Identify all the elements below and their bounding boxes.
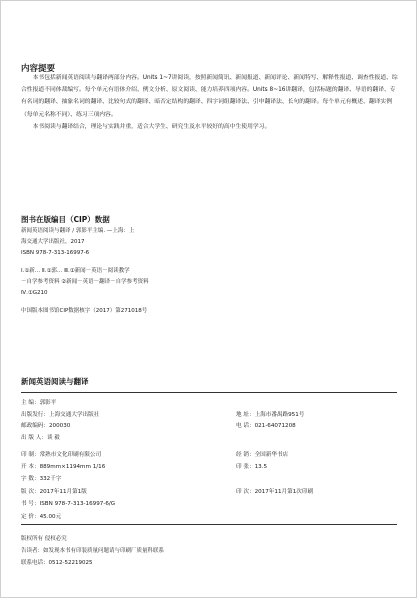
contact-label: 联系电话：	[21, 560, 49, 566]
row-address	[236, 410, 304, 418]
price-label: 定 价：	[21, 514, 40, 520]
summary-heading: 内容提要	[21, 64, 56, 74]
printing-value: 2017年11月第1次印刷	[254, 489, 314, 495]
printer-label: 印 制：	[21, 452, 40, 458]
row-price	[21, 512, 61, 520]
row-seller	[236, 450, 288, 458]
row-printer	[21, 450, 101, 458]
cip-publisher-line: 海交通大学出版社，2017	[21, 239, 85, 245]
row-sheets	[236, 462, 267, 470]
postcode-label: 邮政编码：	[21, 423, 49, 429]
address-value: 上海市番禺路951号	[254, 412, 305, 418]
seller-label: 经 销：	[236, 452, 255, 458]
cip-title-line: 新闻英语阅读与翻译 / 郭影平主编. —上海：上	[21, 228, 135, 234]
publisher-value: 上海交通大学出版社	[48, 412, 100, 418]
row-printing	[236, 487, 313, 495]
row-postcode	[21, 421, 70, 429]
cip-classification-1: Ⅰ.①新… Ⅱ.①郭… Ⅲ.①新闻－英语－阅读教学	[21, 268, 130, 274]
divider-top	[21, 392, 397, 393]
summary-paragraph-2: 本书阅读与翻译结合，理论与实践并重，适合大学生、研究生及水平较好的高中生使用学习。	[32, 124, 271, 130]
isbn-label: 书 号：	[21, 501, 40, 507]
format-value: 889mm×1194mm 1/16	[39, 464, 106, 470]
postcode-value: 200030	[48, 423, 71, 429]
edition-value: 2017年11月第1版	[39, 489, 87, 495]
summary-paragraph-1: 本书包括新闻英语阅读与翻译两部分内容。Units 1~7讲阅读，按照新闻简讯、新闻报道、新闻评论、新闻特写、解释性报道、调查性报道、综合性报道不同体裁编写。每个单元有语体介绍、例文分析、原文阅读、能力培养四项内容。Units 8~16讲翻译，包括标题的翻译、导语的翻译、专有名词的翻译、抽象名词的翻译、比较句式的翻译、暗否定结构的翻译、四字词组翻译法、引申翻译法、长句的翻译。每个单元有概述、翻译实例（每单元名称不同）、练习三项内容。	[21, 75, 398, 118]
row-words	[21, 474, 61, 482]
reader-notice	[21, 546, 164, 554]
row-issuer	[21, 433, 60, 441]
row-edition	[21, 487, 87, 495]
sheets-label: 印 张：	[236, 464, 255, 470]
printing-label: 印 次：	[236, 489, 255, 495]
isbn-value: ISBN 978-7-313-16997-6/G	[39, 501, 116, 507]
price-value: 45.00元	[39, 514, 62, 520]
printer-value: 常熟市文化印刷有限公司	[39, 452, 102, 458]
cip-record-number: 中国版本图书馆CIP数据核字（2017）第271018号	[21, 308, 148, 314]
notice-label: 告读者：	[21, 548, 44, 554]
row-publisher	[21, 410, 99, 418]
publisher-label: 出版发行：	[21, 412, 49, 418]
editor-value: 郭影平	[39, 400, 57, 406]
issuer-value: 谈 毅	[46, 435, 60, 441]
rights-notice: 版权所有 侵权必究	[21, 536, 67, 542]
issuer-label: 出 版 人：	[21, 435, 47, 441]
editor-label: 主 编：	[21, 400, 40, 406]
cip-classification-3: Ⅳ.①G210	[21, 290, 48, 296]
contact-phone	[21, 558, 93, 566]
edition-label: 版 次：	[21, 489, 40, 495]
cip-classification-2: －自学参考资料 ②新闻－英语－翻译－自学参考资料	[21, 279, 149, 285]
words-value: 332千字	[39, 476, 62, 482]
row-format	[21, 462, 105, 470]
address-label: 地 址：	[236, 412, 255, 418]
cip-isbn: ISBN 978-7-313-16997-6	[21, 250, 90, 256]
row-editor	[21, 398, 56, 406]
phone-label: 电 话：	[236, 423, 255, 429]
words-label: 字 数：	[21, 476, 40, 482]
phone-value: 021-64071208	[254, 423, 296, 429]
contact-value: 0512-52219025	[48, 560, 93, 566]
format-label: 开 本：	[21, 464, 40, 470]
row-isbn	[21, 499, 115, 507]
notice-text: 如发现本书有印装质量问题请与印刷厂质量科联系	[43, 548, 165, 554]
sheets-value: 13.5	[254, 464, 268, 470]
cip-heading: 图书在版编目（CIP）数据	[21, 215, 110, 224]
book-title: 新闻英语阅读与翻译	[21, 377, 89, 386]
divider-bottom	[21, 524, 397, 525]
seller-value: 全国新华书店	[254, 452, 289, 458]
row-phone	[236, 421, 296, 429]
